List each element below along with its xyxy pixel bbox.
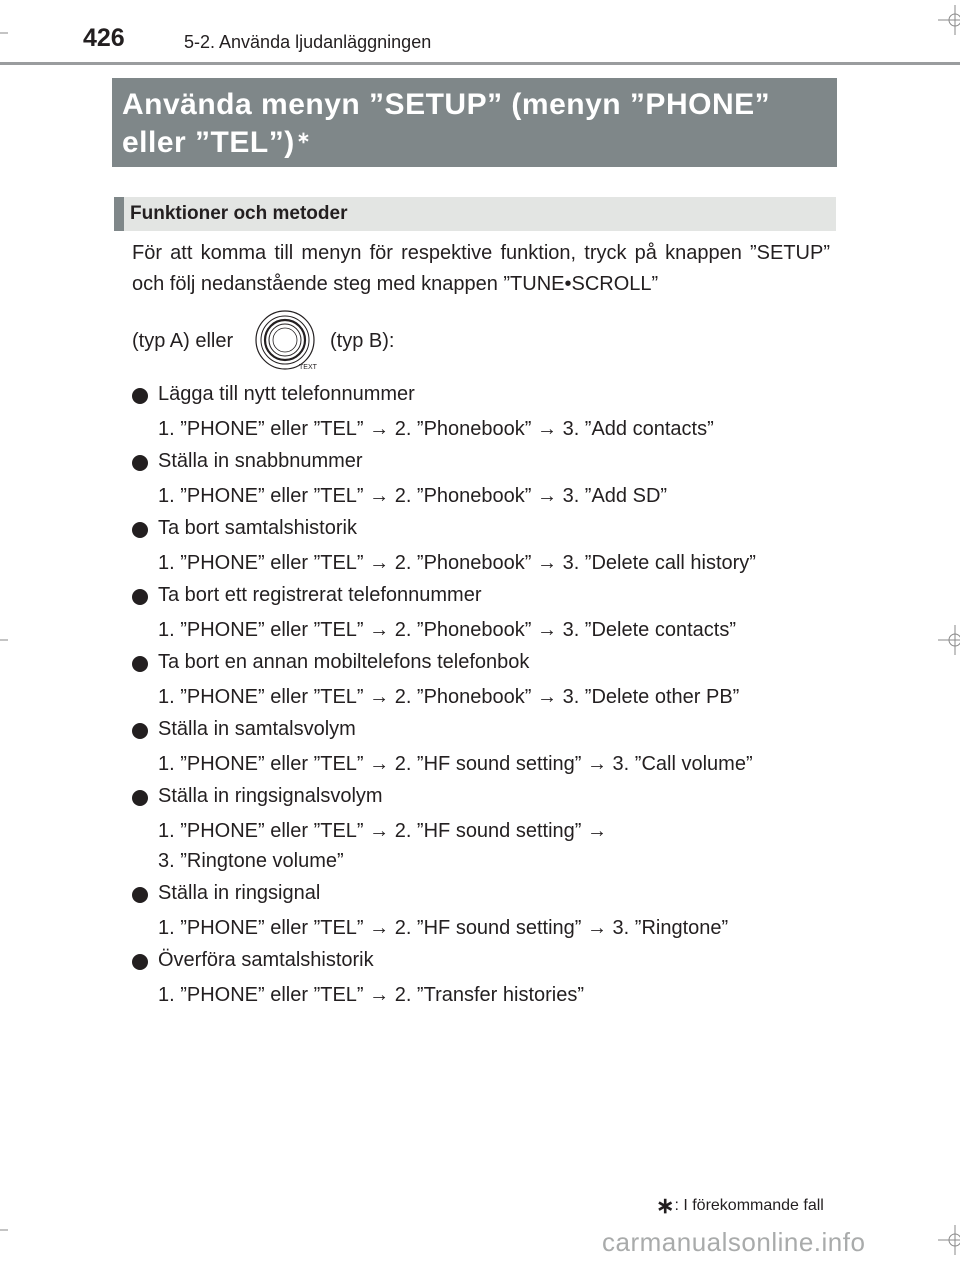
page-number: 426 bbox=[83, 24, 125, 52]
page-header bbox=[0, 0, 960, 66]
title-line-2-text: eller ”TEL”) bbox=[122, 126, 295, 159]
bullet-icon bbox=[132, 388, 148, 404]
bullet-icon bbox=[132, 455, 148, 471]
footnote-text: : I förekommande fall bbox=[674, 1197, 824, 1214]
item-steps bbox=[158, 816, 838, 876]
footnote bbox=[656, 1190, 824, 1216]
item-steps: 1. ”PHONE” eller ”TEL” → 2. ”Phonebook” → 3. ”Delete call history” bbox=[158, 552, 756, 574]
intro-type-a: (typ A) eller bbox=[132, 330, 234, 352]
bullet-icon bbox=[132, 589, 148, 605]
title-asterisk: ∗ bbox=[296, 130, 311, 147]
intro-type-b: (typ B): bbox=[330, 330, 395, 352]
section-reference: 5-2. Använda ljudanläggningen bbox=[184, 32, 432, 52]
item-label: Ställa in snabbnummer bbox=[158, 450, 363, 472]
item-label: Ställa in ringsignalsvolym bbox=[158, 785, 383, 807]
item-steps: 1. ”PHONE” eller ”TEL” → 2. ”Phonebook” → 3. ”Add SD” bbox=[158, 485, 668, 507]
item-steps-line-2: 3. ”Ringtone volume” bbox=[158, 850, 344, 872]
bullet-icon bbox=[132, 954, 148, 970]
bullet-icon bbox=[132, 723, 148, 739]
item-steps: 1. ”PHONE” eller ”TEL” → 2. ”Phonebook” → 3. ”Add contacts” bbox=[158, 418, 714, 440]
item-steps: 1. ”PHONE” eller ”TEL” → 2. ”Phonebook” → 3. ”Delete contacts” bbox=[158, 619, 736, 641]
footnote-asterisk: ∗ bbox=[656, 1193, 675, 1218]
item-label: Ställa in samtalsvolym bbox=[158, 718, 356, 740]
bullet-icon bbox=[132, 887, 148, 903]
title-line-2 bbox=[122, 124, 770, 162]
item-label: Ta bort en annan mobiltelefons telefonbok bbox=[158, 651, 530, 673]
item-label: Ta bort samtalshistorik bbox=[158, 517, 357, 539]
subheading-bar bbox=[114, 197, 836, 231]
header-divider bbox=[0, 62, 960, 65]
item-label: Ta bort ett registrerat telefonnummer bbox=[158, 584, 482, 606]
title-banner bbox=[112, 78, 837, 167]
item-steps-line-1: 1. ”PHONE” eller ”TEL” → 2. ”HF sound setting” → bbox=[158, 820, 608, 842]
item-steps: 1. ”PHONE” eller ”TEL” → 2. ”Phonebook” → 3. ”Delete other PB” bbox=[158, 686, 740, 708]
bullet-icon bbox=[132, 656, 148, 672]
bullet-icon bbox=[132, 522, 148, 538]
page-title bbox=[122, 86, 770, 162]
item-label: Överföra samtalshistorik bbox=[158, 949, 374, 971]
item-steps: 1. ”PHONE” eller ”TEL” → 2. ”HF sound setting” → 3. ”Ringtone” bbox=[158, 917, 729, 939]
tune-scroll-knob-icon bbox=[255, 308, 329, 372]
item-steps: 1. ”PHONE” eller ”TEL” → 2. ”Transfer histories” bbox=[158, 984, 585, 1006]
item-steps: 1. ”PHONE” eller ”TEL” → 2. ”HF sound setting” → 3. ”Call volume” bbox=[158, 753, 753, 775]
watermark: carmanualsonline.info bbox=[602, 1227, 866, 1257]
title-line-1: Använda menyn ”SETUP” (menyn ”PHONE” bbox=[122, 88, 771, 121]
intro-paragraph: För att komma till menyn för respektive funktion, tryck på knappen ”SETUP” och följ nedanstående steg med knappen ”TUNE•SCROLL” bbox=[132, 242, 830, 295]
knob-label: TEXT bbox=[299, 364, 317, 371]
item-label: Ställa in ringsignal bbox=[158, 882, 321, 904]
item-label: Lägga till nytt telefonnummer bbox=[158, 383, 415, 405]
subheading: Funktioner och metoder bbox=[130, 203, 348, 224]
bullet-icon bbox=[132, 790, 148, 806]
